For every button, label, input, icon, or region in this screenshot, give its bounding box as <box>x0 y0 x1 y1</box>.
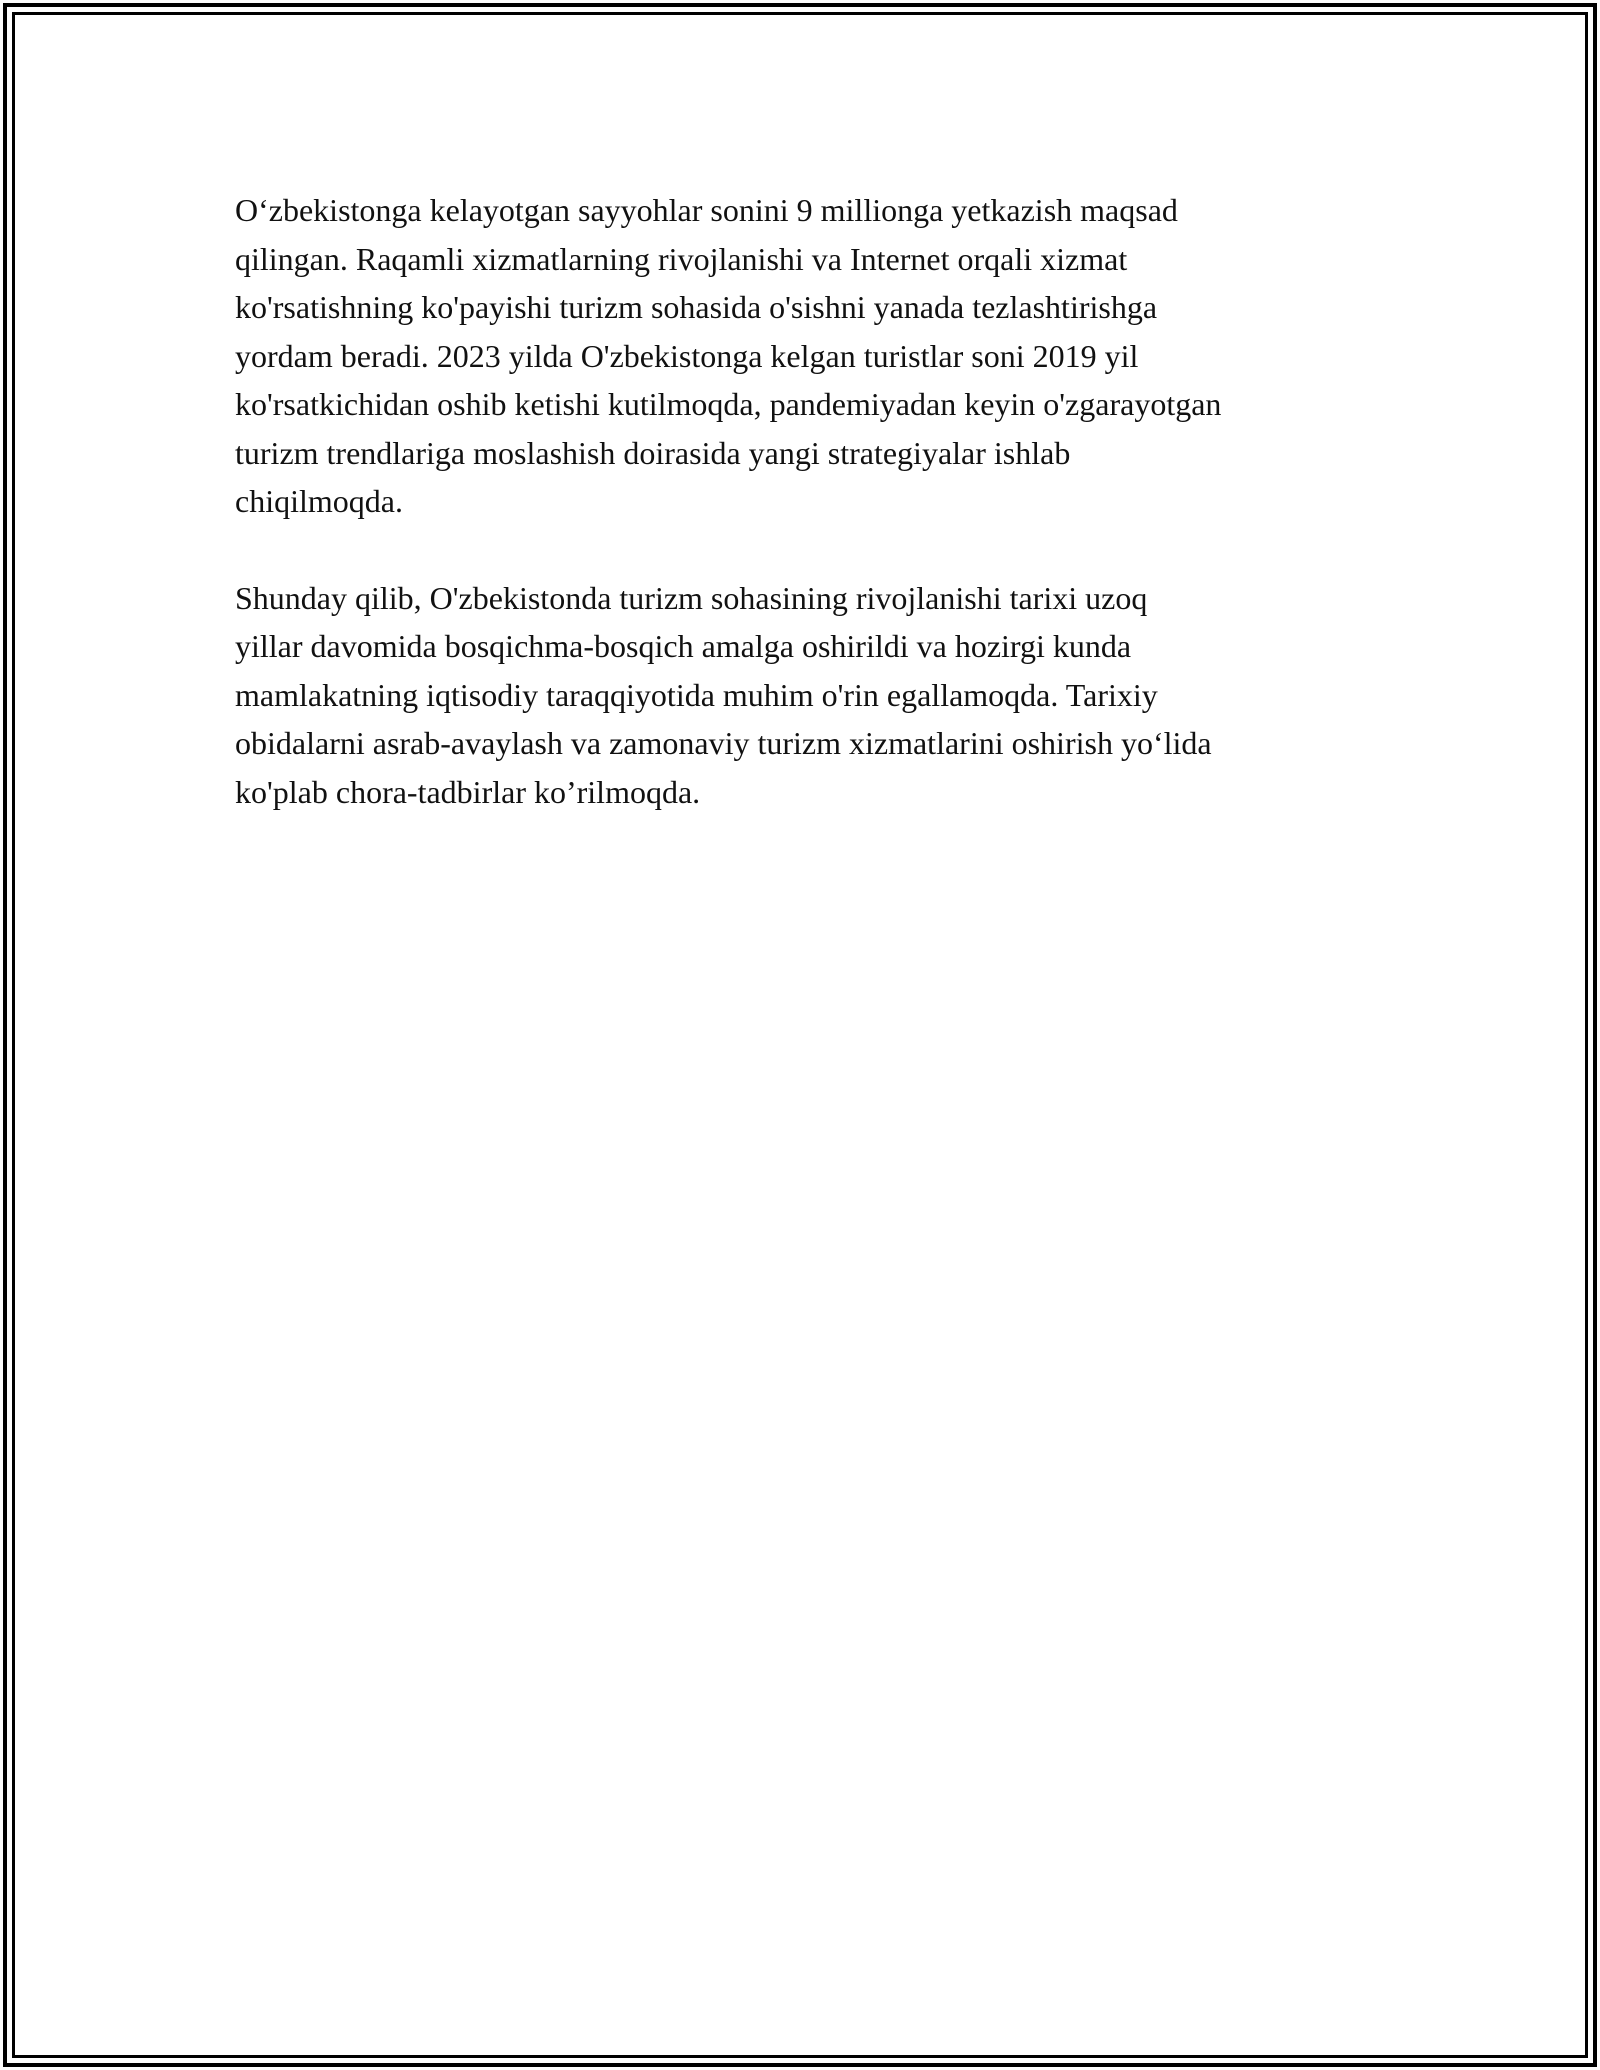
text-line: ko'plab chora-tadbirlar ko’rilmoqda. <box>235 773 701 810</box>
text-line: ko'rsatishning ko'payishi turizm sohasida o'sishni yanada tezlashtirishga <box>235 289 1158 325</box>
document-body <box>235 186 1395 816</box>
text-line: turizm trendlariga moslashish doirasida yangi strategiyalar ishlab <box>235 434 1071 471</box>
text-line: qilingan. Raqamli xizmatlarning rivojlanishi va Internet orqali xizmat <box>235 240 1128 277</box>
text-line: Shunday qilib, O'zbekistonda turizm sohasining rivojlanishi tarixi uzoq <box>235 579 1148 616</box>
text-line: chiqilmoqda. <box>235 483 403 519</box>
text-line: mamlakatning iqtisodiy taraqqiyotida muhim o'rin egallamoqda. Tarixiy <box>235 676 1158 713</box>
text-line: yillar davomida bosqichma-bosqich amalga oshirildi va hozirgi kunda <box>235 628 1132 664</box>
text-line: yordam beradi. 2023 yilda O'zbekistonga kelgan turistlar soni 2019 yil <box>235 337 1139 374</box>
paragraph-tourism-goals <box>235 186 1395 526</box>
text-line: O‘zbekistonga kelayotgan sayyohlar sonini 9 millionga yetkazish maqsad <box>235 192 1178 228</box>
text-line: obidalarni asrab-avaylash va zamonaviy turizm xizmatlarini oshirish yo‘lida <box>235 725 1212 761</box>
text-line: ko'rsatkichidan oshib ketishi kutilmoqda, pandemiyadan keyin o'zgarayotgan <box>235 386 1222 422</box>
paragraph-tourism-history <box>235 574 1395 817</box>
